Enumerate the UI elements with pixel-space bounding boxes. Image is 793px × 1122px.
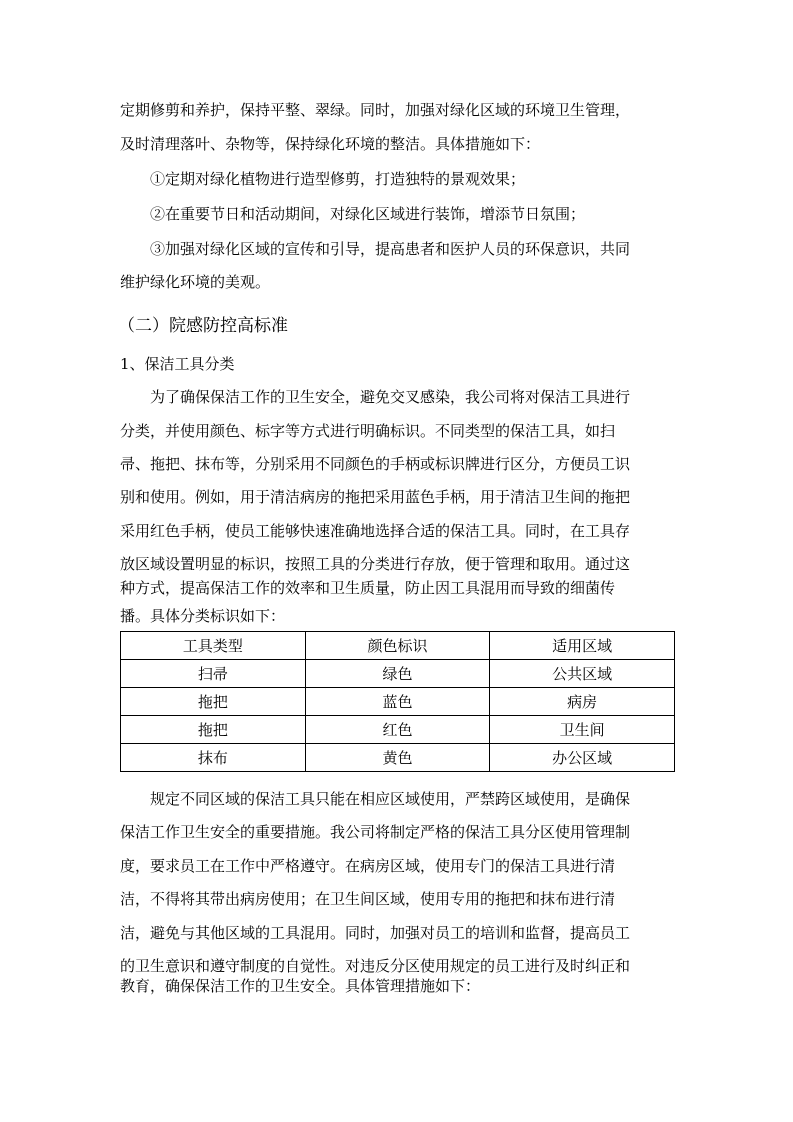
paragraph-line: 播。具体分类标识如下： [120, 607, 286, 625]
table-cell: 办公区域 [490, 744, 675, 772]
paragraph-line: 分类，并使用颜色、标字等方式进行明确标识。不同类型的保洁工具，如扫 [120, 422, 616, 440]
paragraph-line: 洁，避免与其他区域的工具混用。同时，加强对员工的培训和监督，提高员工 [120, 924, 631, 942]
paragraph-line: 的卫生意识和遵守制度的自觉性。对违反分区使用规定的员工进行及时纠正和 [120, 957, 631, 975]
table-row [121, 688, 675, 716]
paragraph-line: 别和使用。例如，用于清洁病房的拖把采用蓝色手柄，用于清洁卫生间的拖把 [120, 488, 631, 506]
paragraph-line: 种方式，提高保洁工作的效率和卫生质量，防止因工具混用而导致的细菌传 [120, 579, 616, 597]
body-text-line: 定期修剪和养护，保持平整、翠绿。同时，加强对绿化区域的环境卫生管理， [120, 101, 631, 119]
table-header-row [121, 632, 675, 660]
section-heading: （二）院感防控高标准 [118, 316, 288, 336]
table-cell: 拖把 [121, 688, 306, 716]
paragraph-line: 放区域设置明显的标识，按照工具的分类进行存放，便于管理和取用。通过这 [120, 555, 631, 573]
table-header-cell: 颜色标识 [305, 632, 490, 660]
tool-classification-table [120, 631, 675, 772]
table-row [121, 716, 675, 744]
measure-item: ①定期对绿化植物进行造型修剪，打造独特的景观效果； [150, 170, 526, 188]
paragraph-line: 教育，确保保洁工作的卫生安全。具体管理措施如下： [120, 977, 481, 995]
sub-heading: 1、保洁工具分类 [120, 355, 235, 373]
paragraph-line: 规定不同区域的保洁工具只能在相应区域使用，严禁跨区域使用，是确保 [150, 790, 631, 808]
table-cell: 扫帚 [121, 660, 306, 688]
measure-item: ②在重要节日和活动期间，对绿化区域进行装饰，增添节日氛围； [150, 205, 586, 223]
table-row [121, 744, 675, 772]
measure-item: ③加强对绿化区域的宣传和引导，提高患者和医护人员的环保意识，共同 [150, 240, 631, 258]
paragraph-line: 帚、拖把、抹布等，分别采用不同颜色的手柄或标识牌进行区分，方便员工识 [120, 455, 631, 473]
table-cell: 拖把 [121, 716, 306, 744]
table-cell: 绿色 [305, 660, 490, 688]
paragraph-line: 为了确保保洁工作的卫生安全，避免交叉感染，我公司将对保洁工具进行 [150, 388, 631, 406]
table-cell: 黄色 [305, 744, 490, 772]
table-cell: 抹布 [121, 744, 306, 772]
paragraph-line: 保洁工作卫生安全的重要措施。我公司将制定严格的保洁工具分区使用管理制 [120, 823, 631, 841]
table-cell: 病房 [490, 688, 675, 716]
table-header-cell: 适用区域 [490, 632, 675, 660]
table-cell: 公共区域 [490, 660, 675, 688]
paragraph-line: 采用红色手柄，使员工能够快速准确地选择合适的保洁工具。同时，在工具存 [120, 522, 631, 540]
table-row [121, 660, 675, 688]
table-cell: 蓝色 [305, 688, 490, 716]
measure-item-continued: 维护绿化环境的美观。 [120, 273, 271, 291]
table-cell: 红色 [305, 716, 490, 744]
table-cell: 卫生间 [490, 716, 675, 744]
paragraph-line: 洁，不得将其带出病房使用；在卫生间区域，使用专用的拖把和抹布进行清 [120, 890, 616, 908]
table-header-cell: 工具类型 [121, 632, 306, 660]
body-text-line: 及时清理落叶、杂物等，保持绿化环境的整洁。具体措施如下： [120, 135, 541, 153]
paragraph-line: 度，要求员工在工作中严格遵守。在病房区域，使用专门的保洁工具进行清 [120, 857, 616, 875]
